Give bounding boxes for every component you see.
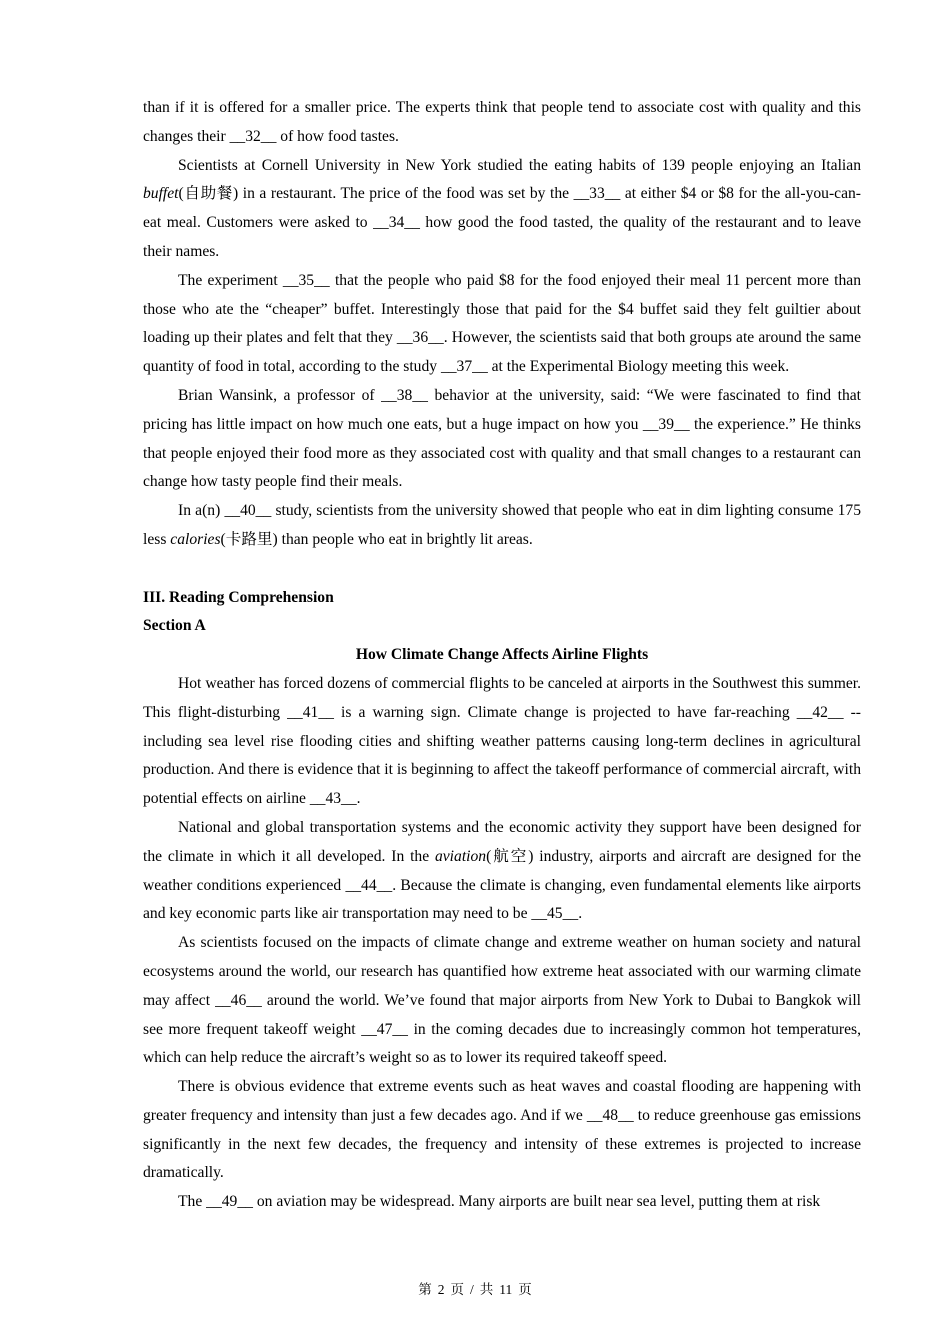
- cloze-paragraph-2: [143, 152, 861, 267]
- article-paragraph-2-text-a: National and global transportation systems and the economic activity they support have been designed for the climate in which it all developed. In the: [143, 818, 861, 865]
- footer-page-mid: 页: [450, 1282, 464, 1297]
- cloze-paragraph-5-text-a: In a(n) __40__ study, scientists from the university showed that people who eat in dim lighting consume 175 less: [143, 502, 861, 548]
- cloze-paragraph-3: The experiment __35__ that the people who paid $8 for the food enjoyed their meal 11 percent more than those who ate the “cheaper” buffet. Interestingly those that paid for the $4 buffet said they felt guiltier about loading up their plates and felt that they __36__. However, the scientists said that both groups ate around the same quantity of food in total, according to the study __37__ at the Experimental Biology meeting this week.: [143, 271, 861, 376]
- article-paragraph-4: There is obvious evidence that extreme events such as heat waves and coastal flooding are happening with greater frequency and intensity than just a few decades ago. And if we __48__ to reduce greenhouse gas emissions significantly in the next few decades, the frequency and intensity of these extremes is projected to increase dramatically.: [143, 1078, 861, 1182]
- footer-page-prefix: 第: [418, 1282, 432, 1297]
- cloze-paragraph-2-text-b: (自助餐) in a restaurant. The price of the food was set by the __33__ at either $4 or $8 for the all-you-can-eat meal. Customers were asked to __34__ how good the food tasted, the quality of the restaurant and to leave their names.: [143, 185, 861, 260]
- cloze-paragraph-5: [143, 497, 861, 555]
- footer-total-pages: 11: [499, 1282, 513, 1297]
- footer-total-suffix: 页: [518, 1282, 532, 1297]
- spacer: [143, 555, 861, 584]
- cloze-paragraph-1: than if it is offered for a smaller price. The experts think that people tend to associate cost with quality and this changes their __32__ of how food tastes.: [143, 99, 861, 145]
- article-paragraph-2-text-b: (航空) industry, airports and aircraft are designed for the weather conditions experienced __44__. Because the climate is changing, even fundamental elements like airports and key economic parts like air transportation may need to be __45__.: [143, 847, 861, 923]
- cloze-paragraph-5-text-b: (卡路里) than people who eat in brightly lit areas.: [220, 530, 533, 548]
- footer-separator: /: [469, 1282, 474, 1297]
- footer-total-prefix: 共: [479, 1282, 494, 1297]
- cloze-paragraph-5-italic: calories: [170, 530, 221, 548]
- document-page: [143, 94, 861, 1217]
- footer-page-number: 2: [437, 1282, 445, 1297]
- cloze-paragraph-2-text-a: Scientists at Cornell University in New York studied the eating habits of 139 people enjoying an Italian: [178, 156, 861, 174]
- section-heading: III. Reading Comprehension: [143, 588, 334, 606]
- article-paragraph-2: [143, 814, 861, 929]
- article-title: How Climate Change Affects Airline Flights: [355, 646, 649, 664]
- cloze-paragraph-4: Brian Wansink, a professor of __38__ behavior at the university, said: “We were fascinated to find that pricing has little impact on how much one eats, but a huge impact on how you __39__ the experience.” He thinks that people enjoyed their food more as they associated cost with quality and that small changes to a restaurant can change how tasty people find their meals.: [143, 386, 861, 491]
- article-paragraph-2-italic: aviation: [434, 847, 487, 865]
- article-paragraph-3: As scientists focused on the impacts of climate change and extreme weather on human society and natural ecosystems around the world, our research has quantified how extreme heat associated with our warming climate may affect __46__ around the world. We’ve found that major airports from New York to Dubai to Bangkok will see more frequent takeoff weight __47__ in the coming decades due to increasingly common hot temperatures, which can help reduce the aircraft’s weight so as to lower its required takeoff speed.: [143, 934, 861, 1067]
- section-subheading: Section A: [143, 617, 206, 635]
- cloze-paragraph-2-italic: buffet: [143, 185, 179, 203]
- article-paragraph-5: The __49__ on aviation may be widespread. Many airports are built near sea level, putting them at risk: [178, 1193, 821, 1211]
- page-footer: [0, 1280, 950, 1300]
- article-paragraph-1: Hot weather has forced dozens of commercial flights to be canceled at airports in the Southwest this summer. This flight-disturbing __41__ is a warning sign. Climate change is projected to have far-reaching __42__ --including sea level rise flooding cities and shifting weather patterns causing long-term declines in agricultural production. And there is evidence that it is beginning to affect the takeoff performance of commercial aircraft, with potential effects on airline __43__.: [143, 674, 861, 808]
